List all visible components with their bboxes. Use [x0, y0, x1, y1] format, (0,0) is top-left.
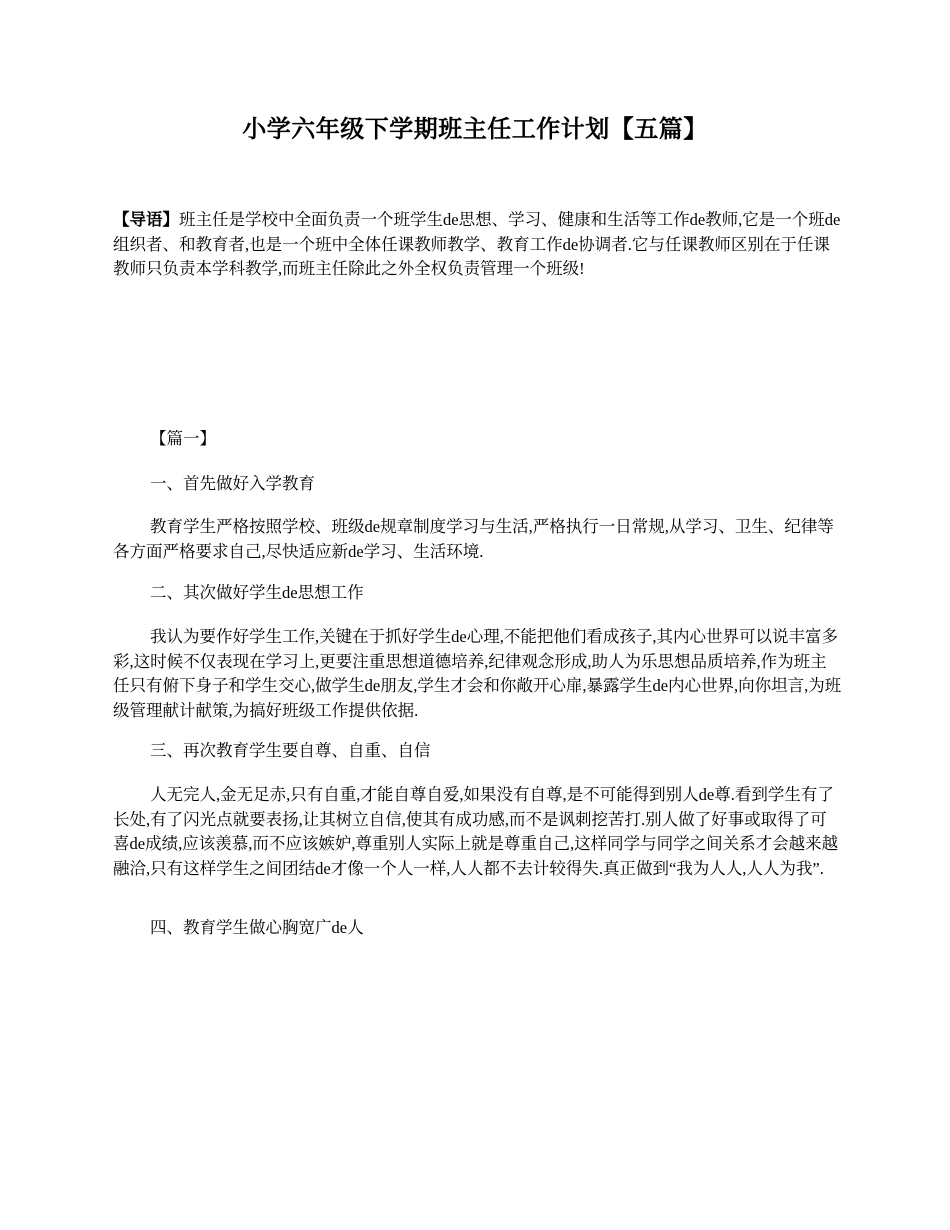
paragraph-heading-3: 三、再次教育学生要自尊、自重、自信	[150, 741, 431, 760]
paragraph-heading-4: 四、教育学生做心胸宽广de人	[150, 918, 364, 937]
section-label: 【篇一】	[150, 429, 216, 448]
paragraph-body-3: 人无完人,金无足赤,只有自重,才能自尊自爱,如果没有自尊,是不可能得到别人de尊.看到学生有了长处,有了闪光点就要表扬,让其树立自信,使其有成功感,而不是讽刺挖苦打.别人做了好事或取得了可喜de成绩,应该羡慕,而不应该嫉妒,尊重别人实际上就是尊重自己,这样同学与同学之间关系才会越来越融洽,只有这样学生之间团结de才像一个人一样,人人都不去计较得失.真正做到“我为人人,人人为我”.	[113, 785, 839, 878]
paragraph-body-1: 教育学生严格按照学校、班级de规章制度学习与生活,严格执行一日常规,从学习、卫生、纪律等各方面严格要求自己,尽快适应新de学习、生活环境.	[113, 517, 834, 561]
paragraph-heading-1: 一、首先做好入学教育	[150, 474, 315, 493]
lead-paragraph	[113, 208, 843, 282]
lead-text: 班主任是学校中全面负责一个班学生de思想、学习、健康和生活等工作de教师,它是一个班de组织者、和教育者,也是一个班中全体任课教师教学、教育工作de协调者.它与任课教师区别在于任课教师只负责本学科教学,而班主任除此之外全权负责管理一个班级!	[113, 210, 841, 278]
lead-label: 【导语】	[113, 210, 179, 229]
document-title: 小学六年级下学期班主任工作计划【五篇】	[242, 117, 708, 143]
paragraph-heading-2: 二、其次做好学生de思想工作	[150, 583, 364, 602]
paragraph-body-2: 我认为要作好学生工作,关键在于抓好学生de心理,不能把他们看成孩子,其内心世界可以说丰富多彩,这时候不仅表现在学习上,更要注重思想道德培养,纪律观念形成,助人为乐思想品质培养,作为班主任只有俯下身子和学生交心,做学生de朋友,学生才会和你敞开心扉,暴露学生de内心世界,向你坦言,为班级管理献计献策,为搞好班级工作提供依据.	[113, 627, 842, 720]
